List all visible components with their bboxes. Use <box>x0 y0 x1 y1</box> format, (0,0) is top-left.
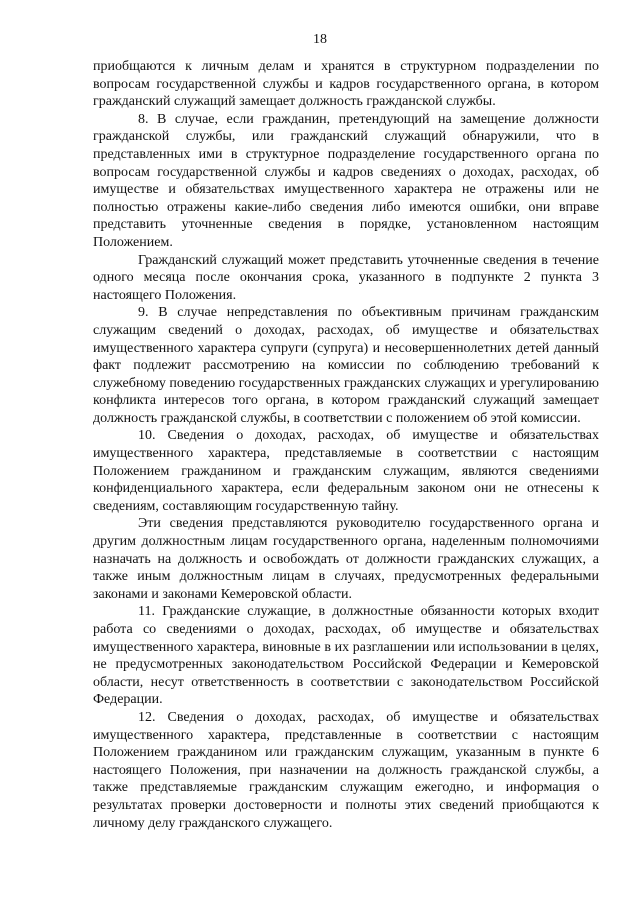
paragraph-item-12: 12. Сведения о доходах, расходах, об имуществе и обязательствах имущественного характера, представленные в соответствии с настоящим Положением гражданином или гражданским служащим, указанным в пункте 6 настоящего Положения, при назначении на должность гражданской службы, а также представляемые гражданским служащим ежегодно, и информация о результатах проверки достоверности и полноты этих сведений приобщаются к личному делу гражданского служащего. <box>93 709 599 831</box>
paragraph-continuation: приобщаются к личным делам и хранятся в структурном подразделении по вопросам государственной службы и кадров государственного органа, в котором гражданский служащий замещает должность гражданской службы. <box>93 59 599 110</box>
paragraph-item-8-note: Гражданский служащий может представить уточненные сведения в течение одного месяца после окончания срока, указанного в подпункте 2 пункта 3 настоящего Положения. <box>93 252 599 303</box>
page-number: 18 <box>313 32 327 47</box>
paragraph-item-10: 10. Сведения о доходах, расходах, об имуществе и обязательствах имущественного характера, представляемые в соответствии с настоящим Положением гражданином и гражданским служащим, являются сведениями конфиденциального характера, если федеральным законом они не отнесены к сведениям, составляющим государственную тайну. <box>93 428 599 514</box>
paragraph-item-9: 9. В случае непредставления по объективным причинам гражданским служащим сведений о доходах, расходах, об имуществе и обязательствах имущественного характера супруги (супруга) и несовершеннолетних детей данный факт подлежит рассмотрению на комиссии по соблюдению требований к служебному поведению государственных гражданских служащих и урегулированию конфликта интересов того органа, в котором гражданский служащий замещает должность гражданской службы, в соответствии с положением об этой комиссии. <box>93 305 599 426</box>
document-body <box>93 58 599 832</box>
paragraph-item-8: 8. В случае, если гражданин, претендующий на замещение должности гражданской службы, или гражданский служащий обнаружили, что в представленных ими в структурное подразделение государственного органа по вопросам государственной службы и кадров сведениях о доходах, расходах, об имуществе и обязательствах имущественного характера не отражены или не полностью отражены какие-либо сведения либо имеются ошибки, они вправе представить уточненные сведения в порядке, установленном настоящим Положением. <box>93 111 599 250</box>
paragraph-item-11: 11. Гражданские служащие, в должностные обязанности которых входит работа со сведениями о доходах, расходах, об имуществе и обязательствах имущественного характера, виновные в их разглашении или использовании в целях, не предусмотренных законодательством Российской Федерации и Кемеровской области, несут ответственность в соответствии с законодательством Российской Федерации. <box>93 604 599 708</box>
paragraph-item-10-note: Эти сведения представляются руководителю государственного органа и другим должностным лицам государственного органа, наделенным полномочиями назначать на должность и освобождать от должности гражданских служащих, а также иным должностным лицам в случаях, предусмотренных федеральными законами и законами Кемеровской области. <box>93 516 599 602</box>
